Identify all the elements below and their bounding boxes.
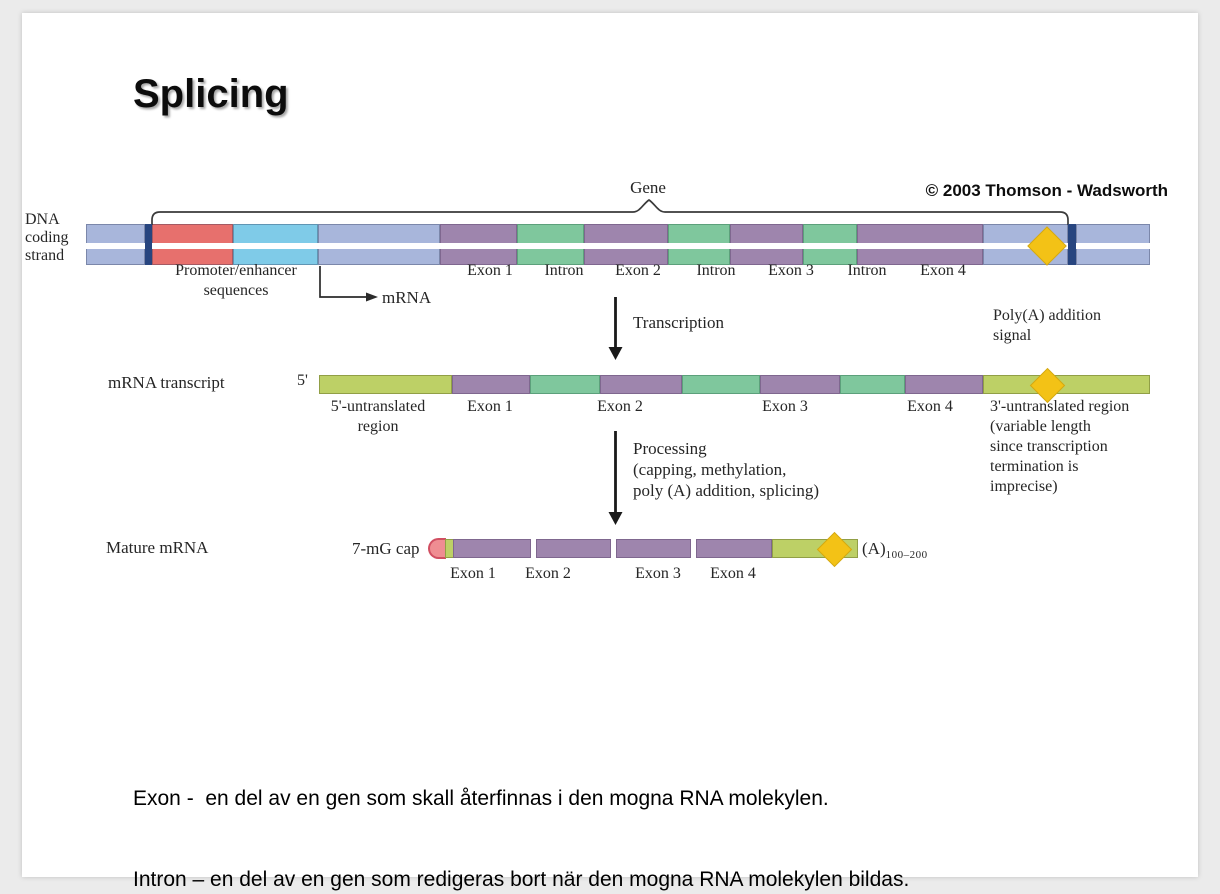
transcript-segment-exon-2 bbox=[600, 375, 682, 394]
dna-exon3-label: Exon 3 bbox=[768, 262, 814, 279]
transcript-exon2-label: Exon 2 bbox=[597, 398, 643, 415]
dna-boundary-right bbox=[1068, 224, 1076, 265]
transcript-segment-intron-1 bbox=[530, 375, 600, 394]
mature-exon2-label: Exon 2 bbox=[525, 565, 571, 582]
polya-signal-label-line2: signal bbox=[993, 327, 1032, 344]
dna-strand-label-line3: strand bbox=[25, 247, 65, 264]
transcript-segment-intron-3 bbox=[840, 375, 905, 394]
mrna-arrow-label: mRNA bbox=[382, 288, 432, 307]
cap-label: 7-mG cap bbox=[352, 539, 420, 558]
transcript-exon1-label: Exon 1 bbox=[467, 398, 513, 415]
dna-strand-label-line2: coding bbox=[25, 229, 69, 246]
utr5-label-line2: region bbox=[357, 418, 399, 435]
gene-label: Gene bbox=[630, 178, 666, 197]
copyright-text: © 2003 Thomson - Wadsworth bbox=[925, 181, 1168, 200]
seven-mg-cap bbox=[428, 538, 446, 559]
dna-strand-label-line1: DNA bbox=[25, 211, 60, 228]
mature-segment-exon-3 bbox=[616, 539, 691, 558]
dna-exon2-label: Exon 2 bbox=[615, 262, 661, 279]
transcript-exon4-label: Exon 4 bbox=[907, 398, 953, 415]
dna-strand-gap bbox=[86, 243, 1150, 249]
transcript-segment-intron-2 bbox=[682, 375, 760, 394]
dna-boundary-left bbox=[145, 224, 152, 265]
transcript-segment-exon-4 bbox=[905, 375, 983, 394]
transcript-segment-exon-3 bbox=[760, 375, 840, 394]
mature-row-label: Mature mRNA bbox=[106, 538, 209, 557]
dna-intron3-label: Intron bbox=[847, 262, 887, 279]
utr3-label bbox=[990, 397, 1200, 497]
dna-intron2-label: Intron bbox=[696, 262, 736, 279]
mature-exon1-label: Exon 1 bbox=[450, 565, 496, 582]
processing-label-line2: (capping, methylation, bbox=[633, 460, 787, 479]
utr3-label-line2: (variable length bbox=[990, 418, 1091, 435]
utr3-label-line5: imprecise) bbox=[990, 478, 1058, 495]
promoter-label-line2: sequences bbox=[203, 282, 269, 299]
note-exon: Exon - en del av en gen som skall återfinnas i den mogna RNA molekylen. bbox=[133, 787, 829, 810]
mature-exon3-label: Exon 3 bbox=[635, 565, 681, 582]
utr3-label-line1: 3'-untranslated region bbox=[990, 398, 1130, 415]
mature-bar bbox=[428, 539, 858, 558]
dna-exon4-label: Exon 4 bbox=[920, 262, 966, 279]
transcript-segment-utr5 bbox=[319, 375, 452, 394]
transcription-label: Transcription bbox=[633, 313, 724, 332]
dna-bar bbox=[86, 224, 1150, 265]
mature-segment-exon-1 bbox=[453, 539, 531, 558]
promoter-label-line1: Promoter/enhancer bbox=[175, 262, 297, 279]
five-prime-label: 5' bbox=[297, 372, 308, 389]
transcript-exon3-label: Exon 3 bbox=[762, 398, 808, 415]
polya-tail-text: (A) bbox=[862, 539, 886, 558]
polya-tail-label bbox=[862, 538, 928, 566]
notes-text bbox=[133, 731, 909, 894]
transcript-row-label: mRNA transcript bbox=[108, 373, 225, 392]
mature-segment-exon-2 bbox=[536, 539, 611, 558]
mature-segment-exon-4 bbox=[696, 539, 772, 558]
utr3-label-line3: since transcription bbox=[990, 438, 1108, 455]
utr3-label-line4: termination is bbox=[990, 458, 1079, 475]
slide-title: Splicing bbox=[133, 72, 289, 116]
utr5-label-line1: 5'-untranslated bbox=[330, 398, 426, 415]
transcript-segment-utr3 bbox=[983, 375, 1150, 394]
processing-label-line1: Processing bbox=[633, 439, 707, 458]
dna-exon1-label: Exon 1 bbox=[467, 262, 513, 279]
note-intron: Intron – en del av en gen som redigeras bort när den mogna RNA molekylen bildas. bbox=[133, 868, 910, 891]
transcript-segment-exon-1 bbox=[452, 375, 530, 394]
mature-exon4-label: Exon 4 bbox=[710, 565, 756, 582]
dna-strand-label bbox=[25, 211, 69, 265]
dna-intron1-label: Intron bbox=[544, 262, 584, 279]
transcript-bar bbox=[319, 375, 1150, 394]
processing-label-line3: poly (A) addition, splicing) bbox=[633, 481, 820, 500]
polya-signal-label-line1: Poly(A) addition bbox=[993, 307, 1101, 324]
polya-tail-subscript: 100–200 bbox=[885, 549, 928, 561]
